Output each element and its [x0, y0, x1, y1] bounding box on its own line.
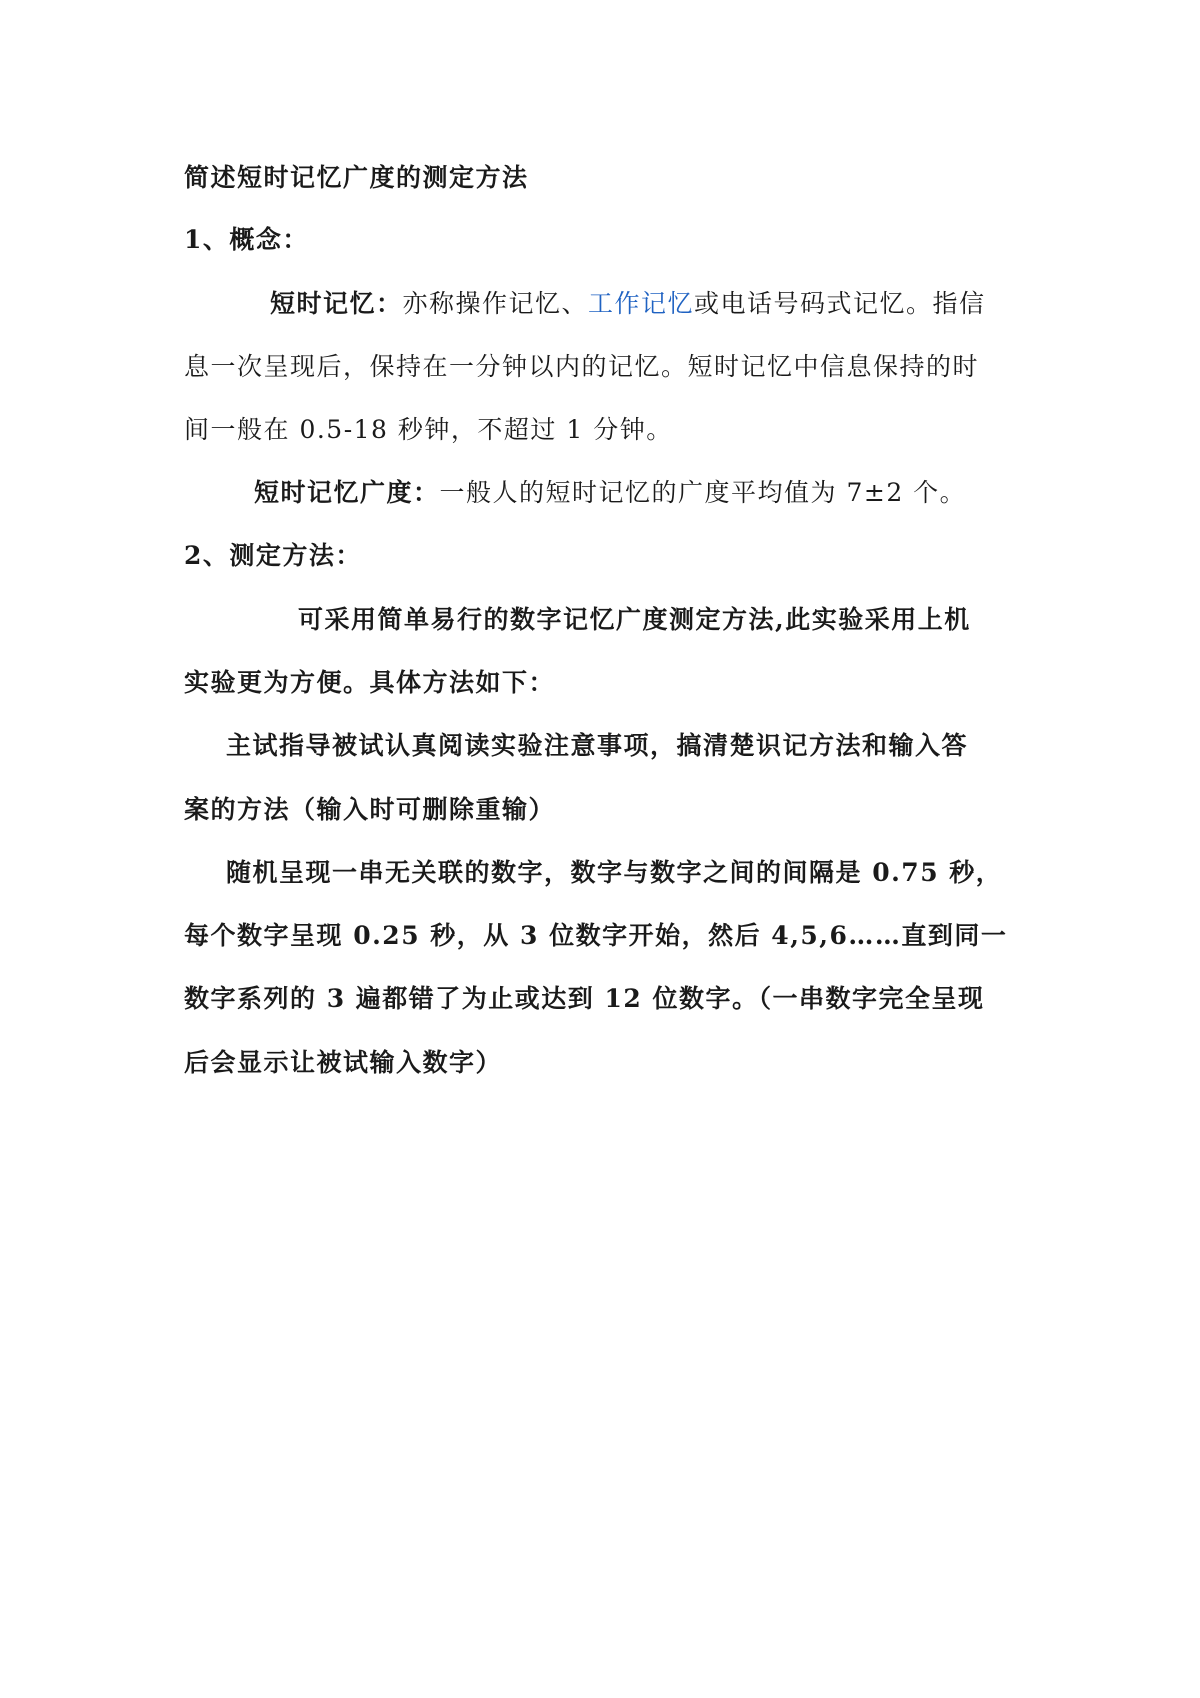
paragraph-1-line-2: 实验更为方便。具体方法如下：	[184, 668, 556, 697]
term-1-text-a: 亦称操作记忆、	[402, 289, 589, 318]
paragraph-3-line-3: 数字系列的 3 遍都错了为止或达到 12 位数字。（一串数字完全呈现	[184, 984, 985, 1013]
paragraph-2-line-1: 主试指导被试认真阅读实验注意事项，搞清楚识记方法和输入答	[226, 731, 969, 760]
term-1-line-1	[270, 286, 1024, 322]
term-1-line-2: 息一次呈现后，保持在一分钟以内的记忆。短时记忆中信息保持的时	[184, 352, 980, 381]
working-memory-link[interactable]: 工作记忆	[588, 289, 695, 318]
section-2-heading: 2、测定方法：	[184, 541, 362, 570]
paragraph-3-line-2: 每个数字呈现 0.25 秒，从 3 位数字开始，然后 4,5,6……直到同一	[184, 921, 1008, 950]
paragraph-1-line-1: 可采用简单易行的数字记忆广度测定方法,此实验采用上机	[298, 605, 971, 634]
term-1-line-3: 间一般在 0.5-18 秒钟，不超过 1 分钟。	[184, 415, 673, 444]
term-1-text-b: 或电话号码式记忆。指信	[694, 289, 986, 318]
term-1-label: 短时记忆：	[270, 289, 403, 318]
term-2-text: 一般人的短时记忆的广度平均值为 7±2 个。	[439, 478, 967, 507]
paragraph-3-line-1: 随机呈现一串无关联的数字，数字与数字之间的间隔是 0.75 秒，	[226, 858, 1003, 887]
section-1-heading: 1、概念：	[184, 225, 309, 254]
term-2-label: 短时记忆广度：	[254, 478, 440, 507]
term-2-line	[254, 475, 1024, 511]
paragraph-2-line-2: 案的方法（输入时可删除重输）	[184, 795, 556, 824]
document-title: 简述短时记忆广度的测定方法	[184, 163, 529, 192]
paragraph-3-line-4: 后会显示让被试输入数字）	[184, 1048, 503, 1077]
